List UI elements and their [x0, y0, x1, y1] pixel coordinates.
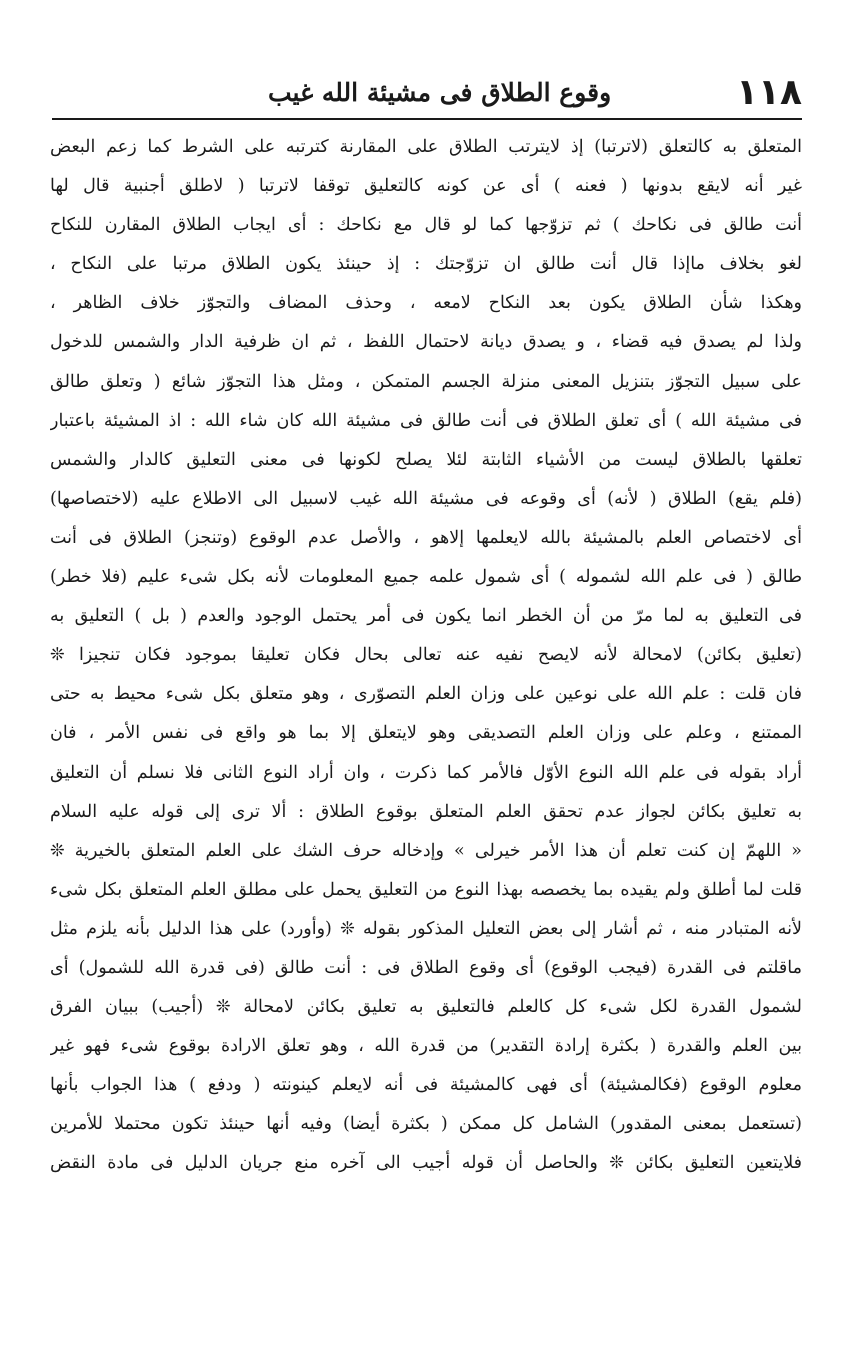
text-line: ماقلتم فى القدرة (فيجب الوقوع) أى وقوع الطلاق فى : أنت طالق (فى قدرة الله للشمول) أى: [50, 957, 802, 978]
text-line: الممتنع ، وعلم على وزان العلم التصديقى وهو لايتعلق إلا بما هو واقع فى نفس الأمر ، فان: [50, 723, 802, 744]
text-line: أى لاختصاص العلم بالمشيئة بالله لايعلمها إلاهو ، والأصل عدم الوقوع (وتنجز) الطلاق فى أنت: [50, 527, 802, 548]
text-line: فلايتعين التعليق بكائن ❊ والحاصل أن قوله أجيب الى آخره منع جريان الدليل فى مادة النقض: [50, 1153, 802, 1174]
text-line: به تعليق بكائن لجواز عدم تحقق العلم المتعلق بوقوع الطلاق : ألا ترى إلى قوله عليه السلام: [50, 801, 802, 822]
text-line: (تستعمل بمعنى المقدور) الشامل كل ممكن ( بكثرة أيضا) وفيه أنها حينئذ تكون محتملا للأمرين: [50, 1114, 802, 1135]
text-line: ولذا لم يصدق فيه قضاء ، و يصدق ديانة لاحتمال اللفظ ، ثم ان ظرفية الدار والشمس للدخول: [50, 332, 802, 353]
text-line: وهكذا شأن الطلاق يكون بعد النكاح لامعه ، وحذف المضاف والتجوّز خلاف الظاهر ،: [50, 293, 802, 314]
text-line: غير أنه لايقع بدونها ( فعنه ) أى عن كونه كالتعليق توقفا لاترتبا ( لاطلق أجنبية قال لها: [50, 176, 802, 197]
text-line: فان قلت : علم الله على نوعين على وزان العلم التصوّرى ، وهو متعلق بكل شىء محيط به حتى: [50, 684, 802, 705]
page-header: [62, 70, 802, 114]
body-text: [50, 128, 802, 1184]
text-line: لأنه المتبادر منه ، ثم أشار إلى بعض التعليل المذكور بقوله ❊ (وأورد) على هذا الدليل بأنه يلزم مثل: [50, 918, 802, 939]
text-line: فى مشيئة الله ) أى تعلق الطلاق فى أنت طالق فى مشيئة الله كان شاء الله : اذ المشيئة باعتبار: [50, 410, 802, 431]
header-divider: [52, 118, 802, 120]
text-line: على سبيل التجوّز بتنزيل المعنى منزلة الجسم المتمكن ، ومثل هذا التجوّز شائع ( وتعلق طالق: [50, 371, 802, 392]
text-line: « اللهمّ إن كنت تعلم أن هذا الأمر خيرلى » وإدخاله حرف الشك على العلم المتعلق بالخيرية ❊: [50, 840, 802, 861]
running-title: وقوع الطلاق فى مشيئة الله غيب: [268, 77, 612, 107]
text-line: لغو بخلاف ماإذا قال أنت طالق ان تزوّجتك : إذ حينئذ يكون الطلاق مرتبا على النكاح ،: [50, 254, 802, 275]
text-line: طالق ( فى علم الله لشموله ) أى شمول علمه جميع المعلومات لأنه بكل شىء عليم (فلا خطر): [50, 567, 802, 588]
text-line: (فلم يقع) الطلاق ( لأنه) أى وقوعه فى مشيئة الله غيب لاسبيل الى الاطلاع عليه (لاختصاصها): [50, 488, 802, 509]
text-line: لشمول القدرة لكل شىء كل كالعلم فالتعليق به تعليق بكائن لامحالة ❊ (أجيب) ببيان الفرق: [50, 997, 802, 1018]
text-line: معلوم الوقوع (فكالمشيئة) أى فهى كالمشيئة فى أنه لايعلم كينونته ( ودفع ) هذا الجواب بأنها: [50, 1075, 802, 1096]
text-line: المتعلق به كالتعلق (لاترتبا) إذ لايترتب الطلاق على المقارنة كترتبه على الشرط كما زعم البعض: [50, 137, 802, 157]
text-line: بين العلم والقدرة ( بكثرة إرادة التقدير) من قدرة الله ، وهو تعلق الارادة بوقوع شىء فهو غير: [50, 1036, 802, 1057]
text-line: أنت طالق فى نكاحك ) ثم تزوّجها كما لو قال مع نكاحك : أى ايجاب الطلاق المقارن للنكاح: [50, 215, 802, 236]
text-line: (تعليق بكائن) لامحالة لأنه لايصح نفيه عنه تعالى بحال فكان تعليقا بموجود فكان تنجيزا ❊: [50, 645, 802, 666]
text-line: قلت لما أطلق ولم يقيده بما يخصصه بهذا النوع من التعليق يحمل على مطلق العلم المتعلق بكل شىء: [50, 879, 802, 900]
text-line: فى التعليق به لما مرّ من أن الخطر انما يكون فى أمر يحتمل الوجود والعدم ( بل ) التعليق به: [50, 606, 802, 627]
text-line: تعلقها بالطلاق ليست من الأشياء الثابتة لئلا يصلح لكونها فى معنى التعليق كالدار والشمس: [50, 449, 802, 470]
page-number: ١١٨: [736, 71, 802, 113]
text-line: أراد بقوله فى علم الله النوع الأوّل فالأمر كما ذكرت ، وان أراد النوع الثانى فلا نسلم أن التعليق: [50, 762, 802, 783]
